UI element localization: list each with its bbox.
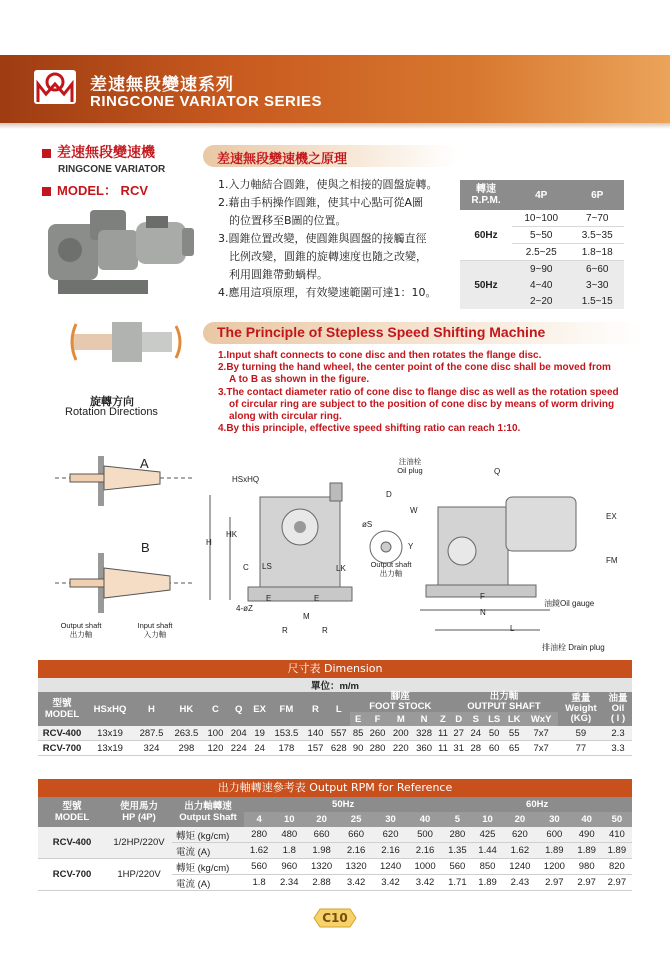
table-cell: 55 — [508, 727, 520, 739]
table-cell: 980 — [578, 861, 595, 872]
dim-letter: H — [206, 538, 212, 547]
table-cell: 120 — [207, 742, 224, 754]
table-cell: 360 — [416, 742, 432, 754]
table-cell: 2.97 — [607, 877, 627, 888]
dim-subhead: WxY — [524, 712, 557, 726]
principle-cn-line: 1.入力軸結合圓錐，使與之相接的圓盤旋轉。 — [218, 178, 438, 191]
principle-en-title: The Principle of Stepless Speed Shifting Machine — [217, 324, 546, 340]
table-cell: 2.97 — [545, 877, 564, 888]
table-cell: 260 — [369, 727, 386, 739]
table-cell: 77 — [575, 742, 587, 754]
table-cell: 1.62 — [510, 845, 530, 856]
table-cell: 1320 — [345, 861, 367, 872]
out-head-model-en: MODEL — [54, 812, 90, 823]
dim-head: Q — [227, 692, 250, 726]
table-cell: 11 — [437, 742, 448, 754]
table-cell: 153.5 — [274, 727, 299, 739]
dim-head-oil-en: Oil — [611, 703, 625, 714]
dim-letter: LS — [262, 562, 272, 571]
bullet-square-icon — [42, 149, 51, 158]
dim-head-oil-unit: ( l ) — [610, 713, 626, 724]
rpm-head-cn: 轉速 — [476, 184, 496, 195]
table-cell: 10 — [274, 812, 304, 827]
company-logo — [32, 66, 78, 108]
rpm-head-en: R.P.M. — [471, 195, 501, 206]
table-cell: 90 — [352, 742, 364, 754]
table-cell: 30 — [537, 812, 571, 827]
table-cell: 65 — [508, 742, 520, 754]
dim-letter: Q — [494, 467, 501, 476]
table-cell: 628 — [330, 742, 347, 754]
dim-head-weight — [558, 692, 604, 726]
out-head-shaft-en: Output Shaft — [179, 812, 237, 823]
table-cell: 1.8 — [282, 845, 296, 856]
dim-head-weight-cn: 重量 — [571, 693, 591, 704]
table-cell: 204 — [230, 727, 247, 739]
rpm-head-6p: 6P — [570, 180, 624, 210]
dim-letter: R — [282, 626, 288, 635]
table-cell: 59 — [575, 727, 587, 739]
table-cell: 200 — [392, 727, 409, 739]
table-cell: 2.34 — [280, 877, 299, 888]
cone-position-diagrams — [50, 448, 200, 618]
dim-letter: L — [510, 624, 515, 633]
rpm-cell: 1.5~15 — [570, 293, 624, 309]
out-hp: 1HP/220V — [117, 869, 161, 880]
table-cell: 557 — [330, 727, 347, 739]
table-cell: 140 — [307, 727, 324, 739]
dim-letter: 4-øZ — [236, 604, 253, 613]
table-cell: 5 — [442, 812, 472, 827]
table-cell: 2.16 — [346, 845, 366, 856]
dim-letter: EX — [606, 512, 617, 521]
dim-subhead: M — [389, 712, 412, 726]
product-title-cn — [42, 142, 155, 162]
dim-head-foot — [350, 692, 450, 712]
table-cell: 1320 — [311, 861, 333, 872]
dim-head-model-en: MODEL — [44, 709, 80, 720]
rpm-cell: 4~40 — [512, 277, 570, 293]
label-b: B — [141, 540, 150, 555]
table-cell: 1240 — [379, 861, 402, 872]
dim-letter: R — [322, 626, 328, 635]
table-cell: 280 — [449, 829, 466, 840]
table-cell: 820 — [608, 861, 625, 872]
dim-head: R — [304, 692, 327, 726]
input-shaft-en: Input shaft — [137, 621, 173, 630]
table-cell: 600 — [546, 829, 563, 840]
table-cell: 2.16 — [415, 845, 435, 856]
header-shadow — [0, 123, 670, 129]
dim-subhead: Z — [436, 712, 450, 726]
table-cell: 3.42 — [415, 877, 435, 888]
table-cell: 13x19 — [97, 742, 123, 754]
dim-subhead: F — [366, 712, 389, 726]
dim-letter: HK — [226, 530, 238, 539]
table-cell: 410 — [608, 829, 625, 840]
table-cell: 660 — [313, 829, 330, 840]
table-cell: 560 — [251, 861, 268, 872]
dim-letter: N — [480, 608, 486, 617]
principle-en-line: 2.By turning the hand wheel, the center point of the cone disc shall be moved from — [218, 362, 611, 374]
dim-letter: C — [243, 563, 249, 572]
table-cell: 1.71 — [448, 877, 467, 888]
out-head-shaft — [172, 797, 244, 827]
table-cell: 1.44 — [478, 845, 497, 856]
table-cell: 10 — [472, 812, 502, 827]
dim-head-model — [38, 692, 86, 726]
oil-gauge-label: 油鏡Oil gauge — [544, 599, 595, 608]
dim-head: HK — [169, 692, 204, 726]
out-model: RCV-400 — [52, 837, 92, 848]
bullet-square-icon — [42, 187, 51, 196]
out-head-model-cn: 型號 — [62, 801, 82, 812]
table-cell: 620 — [511, 829, 528, 840]
table-cell: 280 — [369, 742, 386, 754]
table-cell: 7x7 — [533, 727, 549, 739]
principle-en-line: of circular ring are subject to the position of cone disc by means of worm driving — [229, 398, 615, 410]
table-cell: 100 — [207, 727, 224, 739]
rpm-head — [460, 180, 512, 210]
dim-head: FM — [269, 692, 304, 726]
table-cell: 1.8 — [252, 877, 266, 888]
dim-head: H — [134, 692, 169, 726]
dim-head-foot-cn: 腳座 — [390, 691, 410, 702]
table-cell: 24 — [470, 727, 482, 739]
principle-en-line: 3.The contact diameter ratio of cone disc to flange disc as well as the rotation speed — [218, 386, 619, 398]
dim-head: HSxHQ — [86, 692, 134, 726]
table-cell: 4 — [244, 812, 274, 827]
table-cell: 490 — [578, 829, 595, 840]
rotation-label-cn: 旋轉方向 — [90, 395, 134, 408]
rpm-cell: 10~100 — [512, 210, 570, 227]
out-label: 電流 (A) — [176, 878, 211, 890]
output-shaft-label — [56, 621, 106, 639]
out-model: RCV-700 — [52, 869, 92, 880]
output-rpm-table — [38, 797, 632, 891]
product-model-text: MODEL： RCV — [57, 183, 149, 198]
principle-en-line: 1.Input shaft connects to cone disc and then rotates the flange disc. — [218, 350, 542, 361]
dim-letter: F — [480, 592, 485, 601]
variator-product-photo — [40, 202, 200, 302]
table-cell: 3.3 — [611, 742, 625, 754]
label-a: A — [140, 456, 149, 471]
table-cell: 178 — [278, 742, 295, 754]
oil-plug-label — [385, 457, 435, 475]
dim-letter: D — [386, 490, 392, 499]
table-cell: 3.42 — [381, 877, 400, 888]
rpm-cell: 2.5~25 — [512, 244, 570, 261]
dim-head-shaft-cn: 出力軸 — [489, 691, 519, 702]
rpm-cell: 7~70 — [570, 210, 624, 227]
rotation-direction-diagram — [62, 312, 182, 372]
principle-cn-line: 利用圓錐帶動蝸桿。 — [229, 268, 328, 281]
rpm-cell: 3~30 — [570, 277, 624, 293]
table-cell: 60 — [488, 742, 500, 754]
table-cell: 31 — [453, 742, 464, 754]
table-cell: 1.89 — [545, 845, 564, 856]
principle-cn-list — [218, 176, 444, 302]
table-cell: 2.43 — [510, 877, 530, 888]
principle-en-line: A to B as shown in the figure. — [229, 374, 370, 386]
principle-cn-line: 的位置移至B圖的位置。 — [229, 214, 347, 227]
dim-head: L — [327, 692, 350, 726]
table-cell: 1.35 — [448, 845, 467, 856]
table-cell: 328 — [416, 727, 432, 739]
out-label: 轉矩 (kg/cm) — [176, 862, 230, 874]
table-cell: 480 — [281, 829, 298, 840]
rpm-cell: 5~50 — [512, 227, 570, 244]
rpm-cell: 2~20 — [512, 293, 570, 309]
dimension-table — [38, 678, 632, 756]
dim-head-model-cn: 型號 — [52, 698, 72, 709]
out-head-shaft-cn: 出力軸轉速 — [184, 801, 232, 812]
rpm-head-4p: 4P — [512, 180, 570, 210]
principle-en-line: along with circular ring. — [229, 411, 342, 423]
dim-head-oil-cn: 油量 — [608, 693, 628, 704]
table-cell: 1.89 — [607, 845, 627, 856]
principle-en-line: 4.By this principle, effective speed shifting ratio can reach 1:10. — [218, 423, 521, 435]
rpm-cell: 1.8~18 — [570, 244, 624, 261]
rpm-table — [460, 180, 624, 309]
dim-head-weight-unit: (KG) — [570, 713, 592, 724]
table-cell: 425 — [479, 829, 496, 840]
dim-head: EX — [250, 692, 269, 726]
table-cell: 40 — [572, 812, 602, 827]
drawing-output-shaft-cn: 出力軸 — [379, 569, 403, 578]
principle-cn-line: 2.藉由手柄操作圓錐，使其中心點可從A圖 — [218, 196, 424, 209]
dim-letter: Y — [408, 542, 414, 551]
input-shaft-label — [130, 621, 180, 639]
principle-cn-line: 4.應用這項原理，有效變速範圍可達1：10。 — [218, 286, 437, 299]
table-cell: RCV-700 — [42, 742, 82, 754]
table-cell: 298 — [178, 742, 195, 754]
out-label: 轉矩 (kg/cm) — [176, 830, 230, 842]
table-cell: 1.89 — [478, 877, 497, 888]
output-rpm-title-bar: 出力軸轉速參考表 Output RPM for Reference — [38, 779, 632, 797]
rpm-hz-50: 50Hz — [460, 261, 512, 310]
principle-cn-line: 比例改變，圓錐的旋轉速度也隨之改變， — [229, 250, 427, 263]
dim-letter: FM — [606, 556, 618, 565]
table-cell: 24 — [254, 742, 265, 754]
dim-letter: W — [410, 506, 418, 515]
dim-letter: E — [266, 594, 272, 603]
dim-letter: øS — [362, 520, 373, 529]
dim-subhead: D — [450, 712, 467, 726]
principle-en-title-bar — [203, 322, 643, 344]
table-cell: 500 — [417, 829, 433, 840]
out-head-model — [38, 797, 106, 827]
header-title-en: RINGCONE VARIATOR SERIES — [90, 93, 323, 110]
rpm-cell: 6~60 — [570, 261, 624, 278]
table-cell: 850 — [479, 861, 496, 872]
table-cell: 11 — [437, 727, 448, 739]
table-cell: 224 — [230, 742, 247, 754]
drain-plug-label: 排油栓 Drain plug — [542, 643, 605, 652]
product-subtitle-en: RINGCONE VARIATOR — [58, 164, 166, 175]
dim-head-oil — [604, 692, 632, 726]
dim-head-shaft-en: OUTPUT SHAFT — [467, 701, 541, 712]
table-cell: 2.3 — [611, 727, 625, 739]
table-cell: 620 — [382, 829, 399, 840]
header-title-cn: 差速無段變速系列 — [90, 75, 234, 95]
out-head-hp-en: HP (4P) — [122, 812, 156, 823]
table-cell: 1240 — [509, 861, 531, 872]
table-cell: 660 — [348, 829, 364, 840]
table-cell: 280 — [251, 829, 268, 840]
table-cell: 50 — [602, 812, 632, 827]
dim-head-weight-en: Weight — [565, 703, 597, 714]
table-cell: 1.62 — [249, 845, 269, 856]
output-shaft-en: Output shaft — [60, 621, 102, 630]
page-number: C10 — [322, 911, 348, 925]
dim-letter: E — [314, 594, 320, 603]
out-label: 電流 (A) — [176, 846, 211, 858]
dimension-drawing — [200, 455, 620, 650]
out-head-hz-a: 50Hz — [244, 797, 442, 812]
dim-head: C — [204, 692, 227, 726]
table-cell: 1200 — [543, 861, 565, 872]
table-cell: 2.88 — [312, 877, 331, 888]
table-row — [38, 741, 632, 756]
table-cell: 20 — [503, 812, 537, 827]
table-cell: 263.5 — [174, 727, 199, 739]
output-shaft-cn: 出力軸 — [69, 630, 93, 639]
dim-letter: M — [303, 612, 310, 621]
dimension-unit: 單位：m/m — [38, 678, 632, 692]
rpm-cell: 9~90 — [512, 261, 570, 278]
table-cell: 2.97 — [577, 877, 596, 888]
table-cell: 50 — [488, 727, 500, 739]
out-hp: 1/2HP/220V — [113, 837, 165, 848]
dim-subhead: N — [412, 712, 435, 726]
table-cell: 13x19 — [97, 727, 123, 739]
table-cell: 220 — [392, 742, 409, 754]
table-cell: 7x7 — [533, 742, 549, 754]
hsxhq-label: HSxHQ — [232, 475, 260, 484]
dimension-title-bar: 尺寸表 Dimension — [38, 660, 632, 678]
table-cell: 157 — [307, 742, 324, 754]
table-cell: 560 — [449, 861, 466, 872]
dim-subhead: LS — [484, 712, 504, 726]
table-cell: 324 — [143, 742, 160, 754]
table-cell: 1.89 — [577, 845, 596, 856]
principle-cn-title-bar — [203, 145, 458, 167]
out-head-hp — [106, 797, 172, 827]
drawing-output-shaft-en: Output shaft — [370, 560, 412, 569]
table-cell: 85 — [352, 727, 364, 739]
oil-plug-cn: 注油栓 — [398, 457, 422, 466]
table-cell: 40 — [408, 812, 442, 827]
table-cell: 1000 — [414, 861, 436, 872]
table-row — [38, 726, 632, 741]
oil-plug-en: Oil plug — [397, 466, 423, 475]
out-head-hp-cn: 使用馬力 — [119, 801, 158, 812]
table-cell: 2.16 — [381, 845, 400, 856]
table-cell: 960 — [281, 861, 298, 872]
table-cell: 287.5 — [139, 727, 164, 739]
principle-cn-line: 3.圓錐位置改變，使圓錐與圓盤的接觸直徑 — [218, 232, 427, 245]
product-model — [42, 180, 148, 199]
dim-subhead: S — [467, 712, 484, 726]
principle-cn-title: 差速無段變速機之原理 — [217, 152, 348, 167]
rpm-cell: 3.5~35 — [570, 227, 624, 244]
principle-en-list — [218, 350, 648, 435]
dim-subhead: LK — [504, 712, 524, 726]
table-cell: 1.98 — [312, 845, 331, 856]
table-cell: 3.42 — [346, 877, 366, 888]
table-cell: 25 — [339, 812, 373, 827]
rotation-label-en: Rotation Directions — [65, 406, 158, 418]
table-cell: 30 — [373, 812, 407, 827]
table-cell: 20 — [304, 812, 338, 827]
input-shaft-cn: 入力軸 — [143, 630, 167, 639]
dim-letter: LK — [336, 564, 346, 573]
dim-head-foot-en: FOOT STOCK — [369, 701, 432, 712]
product-title-cn-text: 差速無段變速機 — [57, 145, 155, 161]
dim-subhead: E — [350, 712, 366, 726]
dim-head-shaft — [450, 692, 558, 712]
table-cell: RCV-400 — [42, 727, 82, 739]
table-cell: 19 — [254, 727, 265, 739]
rpm-hz-60: 60Hz — [460, 210, 512, 261]
table-cell: 28 — [470, 742, 482, 754]
drawing-output-shaft-label — [366, 560, 416, 578]
out-head-hz-b: 60Hz — [442, 797, 632, 812]
table-cell: 27 — [453, 727, 464, 739]
